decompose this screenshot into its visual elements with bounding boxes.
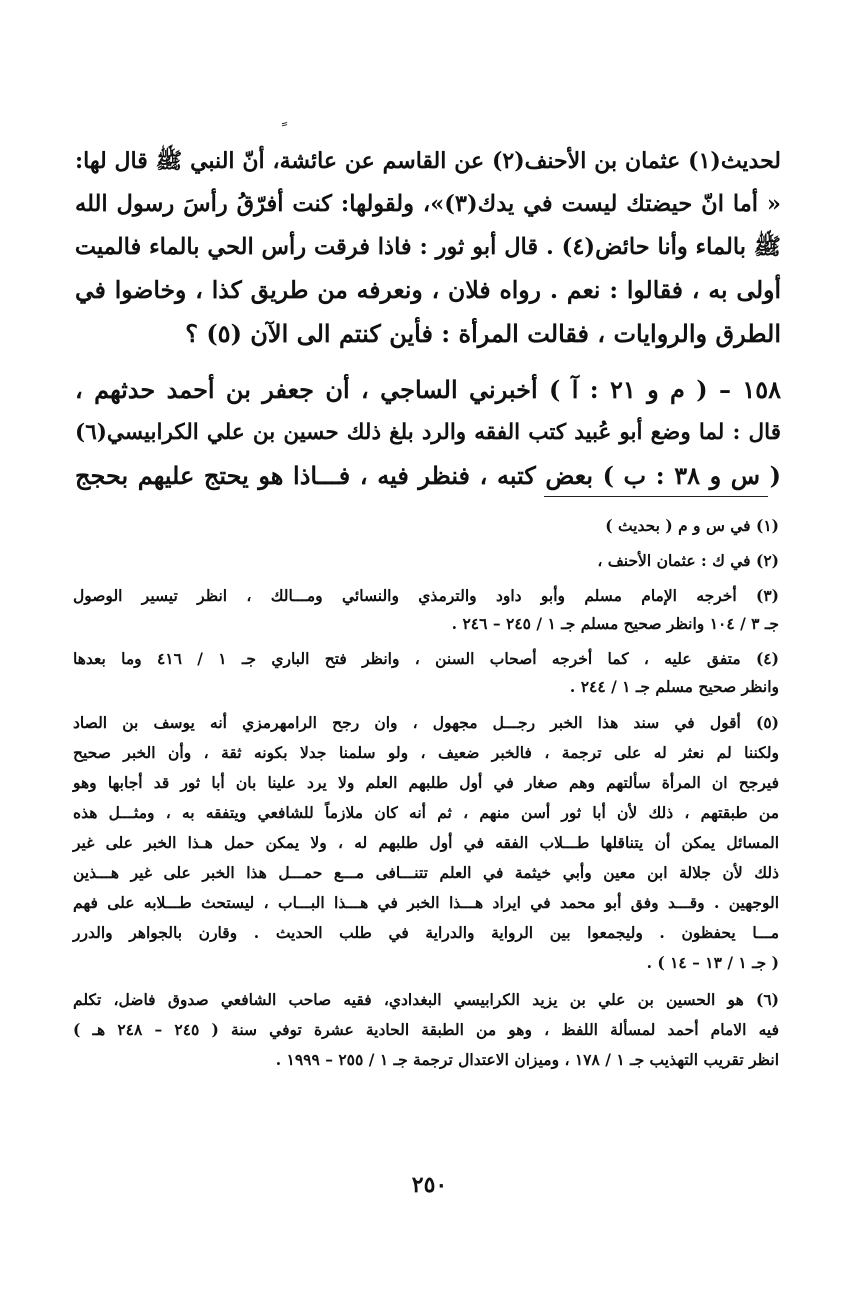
text-line: ( س و ٣٨ : ب ) بعض كتبه ، فنظر فيه ، فـــاذا هو يحتج عليهم بحجج [75, 461, 781, 490]
text-line: أولى به ، فقالوا : نعم . رواه فلان ، ونعرفه من طريق كذا ، وخاضوا في [75, 276, 781, 304]
footnote-line: وانظر صحيح مسلم جـ ١ / ٢٤٤ . [569, 677, 779, 696]
footnote-3 [73, 582, 779, 638]
footnote-line: (١) في س و م ( بحديث ) [605, 516, 779, 535]
footnotes [73, 512, 779, 1082]
footnote-line: ذلك لأن جلالة ابن معين وأبي خيثمة في العلم تتنـــافى مـــع حمـــل هذا الخبر على غير هـــذين [73, 863, 779, 882]
footnote-line: فيه الامام أحمد لمسألة اللفظ ، وهو من الطبقة الحادية عشرة توفي سنة ( ٢٤٥ – ٢٤٨ هـ ) [73, 1020, 779, 1039]
footnote-line: المسائل يمكن أن يتناقلها طـــلاب الفقه في أول طلبهم له ، ولا يمكن حمل هـذا الخبر على غير [73, 833, 779, 852]
footnote-line: فيرجح ان المرأة سألتهم وهم صغار في أول طلبهم العلم ولا يرد علينا بان أبا ثور قد أجابها وهو [73, 773, 779, 792]
footnote-2 [73, 547, 779, 575]
footnote-line: ( جـ ١ / ١٣ – ١٤ ) . [646, 953, 779, 972]
paragraph-1 [75, 140, 781, 355]
text-line: لحديث(١) عثمان بن الأحنف(٢) عن القاسم عن عائشة، أنّ النبي ﷺ قال لها: [75, 148, 781, 174]
footnote-line: (٤) متفق عليه ، كما أخرجه أصحاب السنن ، وانظر فتح الباري جـ ١ / ٤١٦ وما بعدها [73, 649, 779, 668]
text-line: قال : لما وضع أبو عُبيد كتب الفقه والرد بلغ ذلك حسين بن علي الكرابيسي(٦) [75, 420, 782, 445]
footnote-6 [73, 985, 779, 1075]
footnote-line: الوجهين . وقـــد وفق أبو محمد في ايراد هـــذا الخبر في هـــذا البـــاب ، ليستحث طـــلابه على فهم [73, 893, 779, 912]
text-line: ﷺ بالماء وأنا حائض(٤) . قال أبو ثور : فاذا فرقت رأس الحي بالماء فالميت [74, 234, 781, 260]
footnote-5 [73, 708, 779, 978]
paragraph-2 [75, 368, 781, 497]
footnote-line: (٣) أخرجه الإمام مسلم وأبو داود والترمذي والنسائي ومـــالك ، انظر تيسير الوصول [73, 586, 779, 605]
footnote-line: مـــا يحفظون . وليجمعوا بين الرواية والدراية في طلب الحديث . وقارن بالجواهر والدرر [73, 923, 779, 942]
main-text [75, 140, 781, 497]
page-number: ٢٥٠ [411, 1172, 448, 1198]
footnote-line: انظر تقريب التهذيب جـ ١ / ١٧٨ ، وميزان الاعتدال ترجمة جـ ١ / ٢٥٥ – ١٩٩٩ . [275, 1050, 779, 1069]
text-line: ١٥٨ – ( م و ٢١ : آ ) أخبرني الساجي ، أن جعفر بن أحمد حدثهم ، [75, 375, 781, 404]
footnote-line: (٦) هو الحسين بن علي بن يزيد الكرابيسي البغدادي، فقيه صاحب الشافعي صدوق فاضل، تكلم [73, 990, 779, 1009]
footnote-line: ولكننا لم نعثر له على ترجمة ، فالخبر ضعيف ، ولو سلمنا جدلا بكونه ثقة ، وأن الخبر صحيح [73, 743, 779, 762]
footnote-1 [73, 512, 779, 540]
text-line: « أما انّ حيضتك ليست في يدك(٣)»، ولقولها: كنت أفرّقُ رأسَ رسول الله [75, 191, 781, 217]
text-line: الطرق والروايات ، فقالت المرأة : فأين كنتم الى الآن (٥) ؟ [185, 319, 781, 348]
footnote-4 [73, 645, 779, 701]
footnote-line: (٢) في ك : عثمان الأحنف ، [597, 551, 779, 570]
footnote-line: (٥) أقول في سند هذا الخبر رجـــل مجهول ، وان رجح الرامهرمزي أنه يوسف بن الصاد [73, 713, 779, 732]
footnote-line: جـ ٣ / ١٠٤ وانظر صحيح مسلم جـ ١ / ٢٤٥ – ٢٤٦ . [451, 614, 779, 633]
footnote-line: من طبقتهم ، ذلك لأن أبا ثور أسن منهم ، ثم أنه كان ملازماً للشافعي ويتفقه به ، ومثـــل هذه [73, 803, 779, 822]
footnote-separator [544, 496, 768, 497]
